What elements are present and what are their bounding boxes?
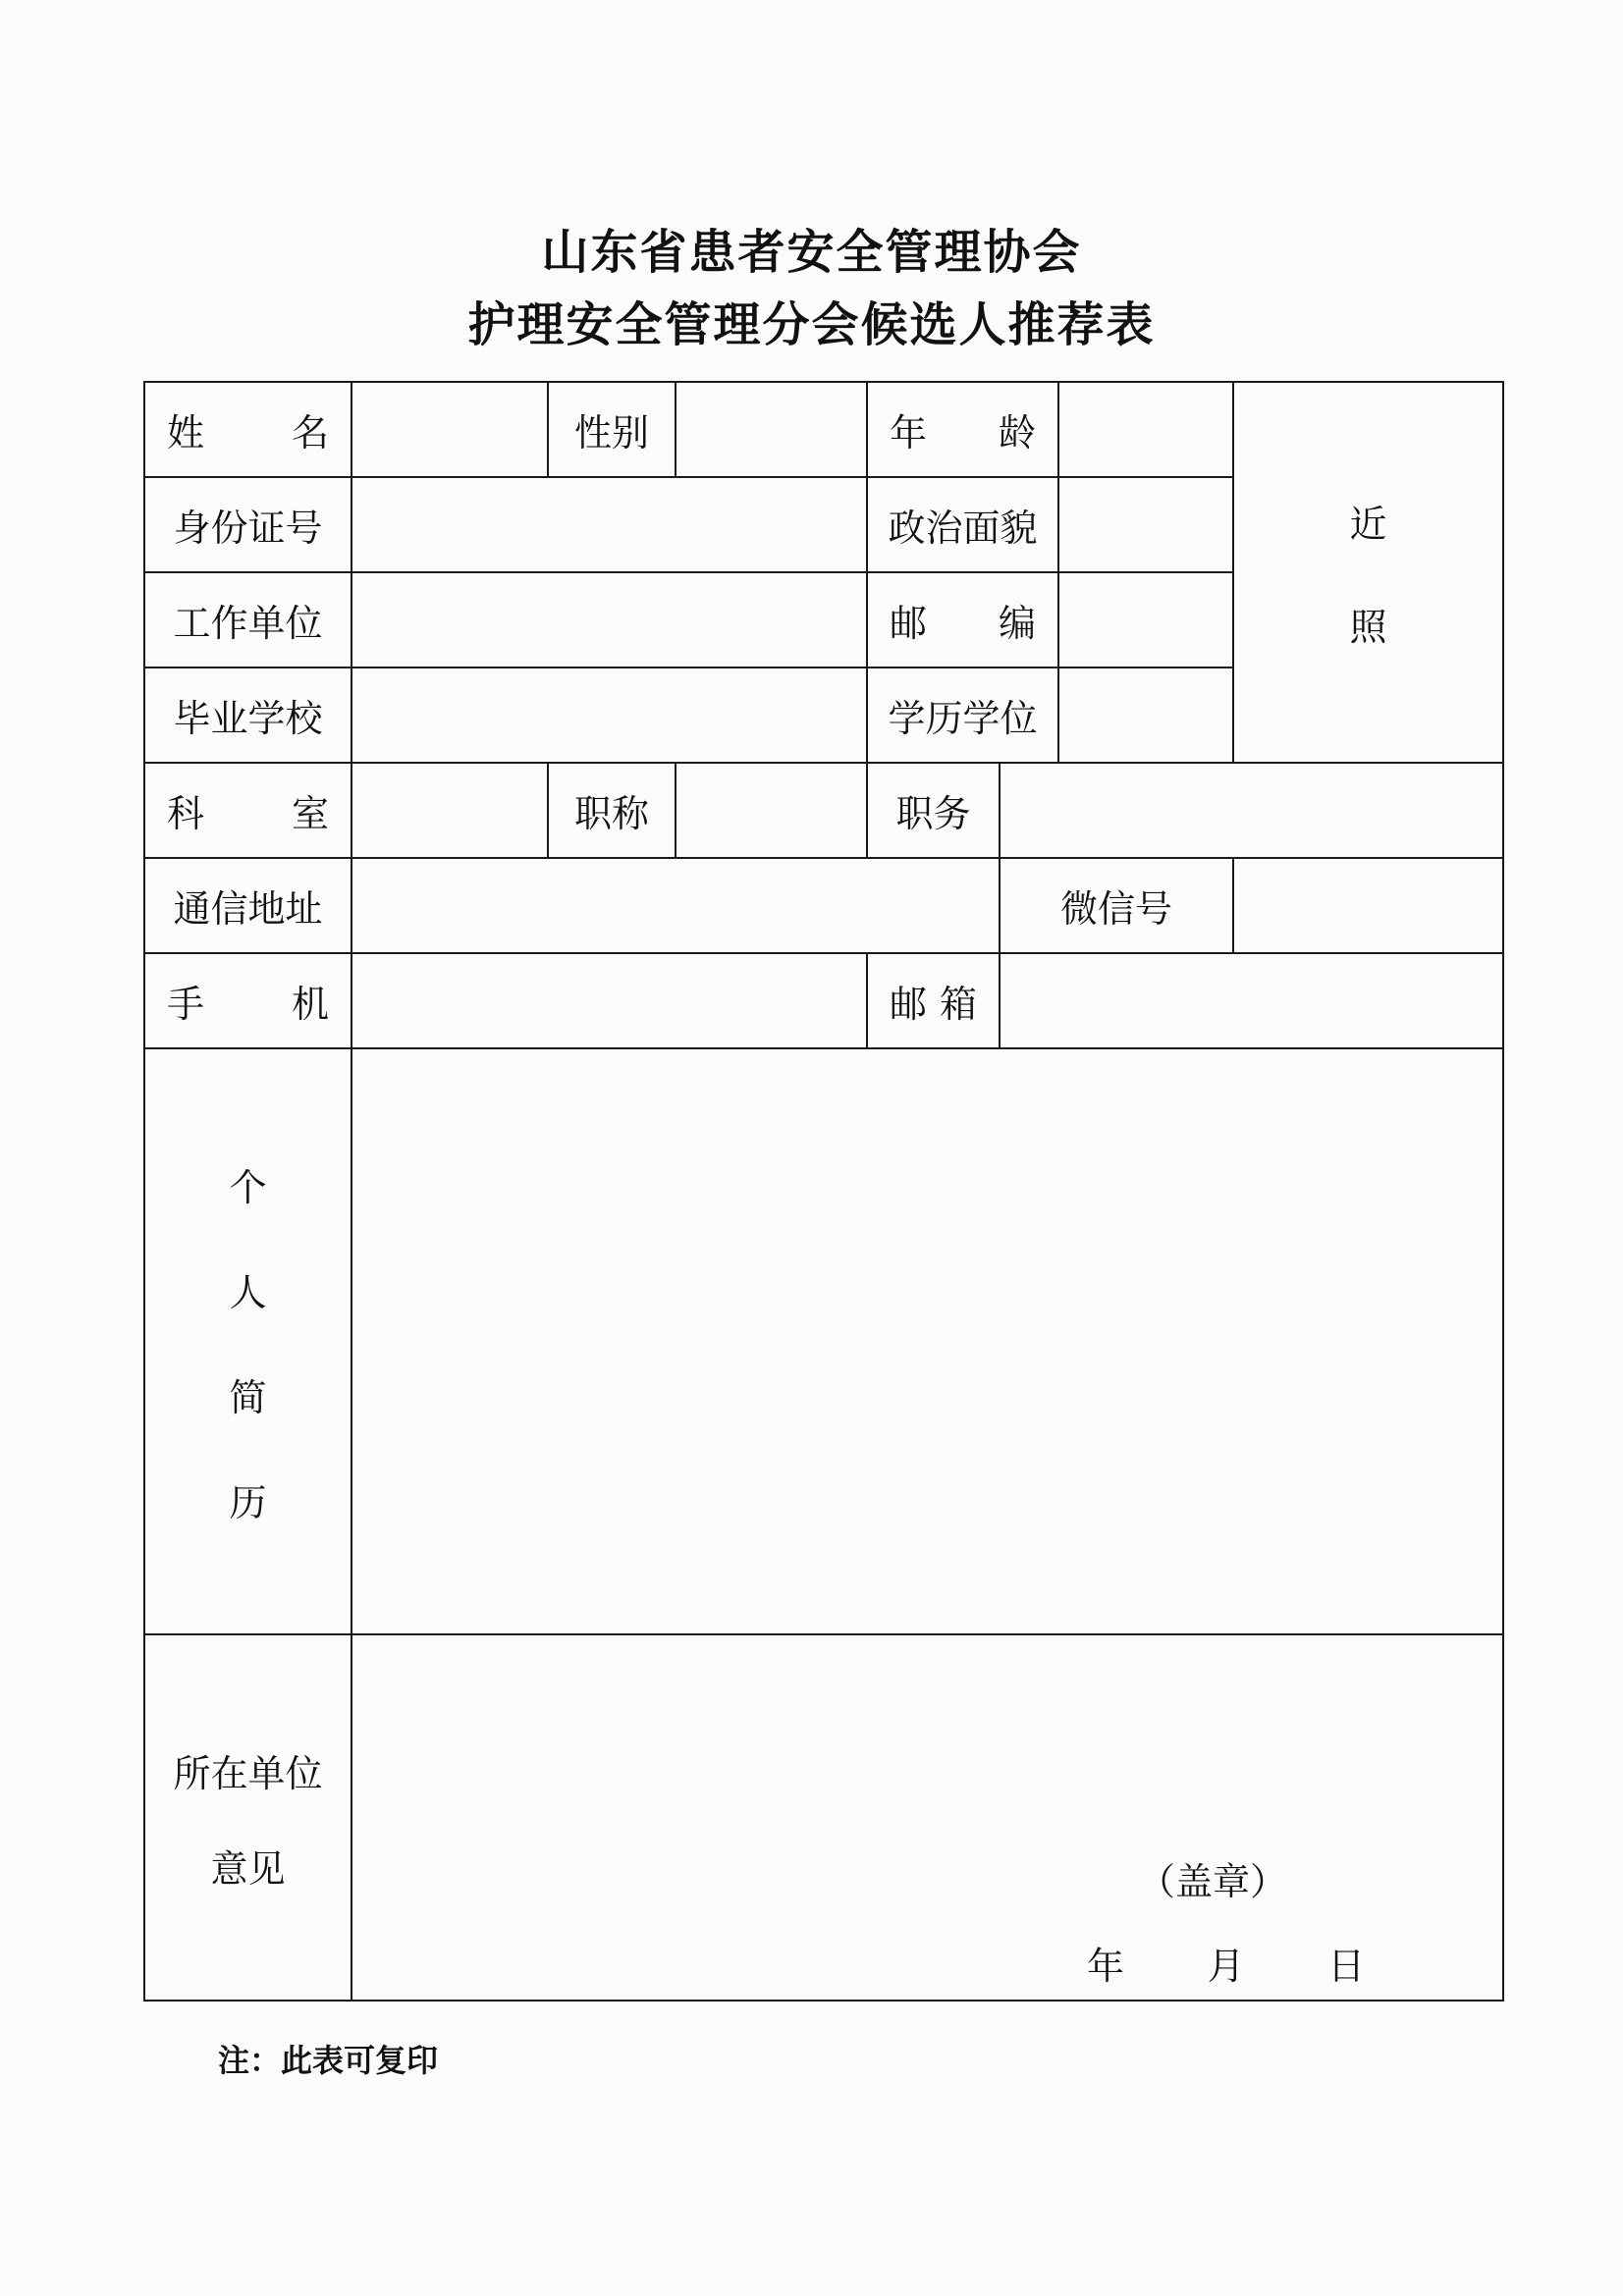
opinion-field[interactable]	[352, 1634, 1503, 2001]
gender-label: 性别	[548, 382, 676, 477]
mobile-field[interactable]	[352, 953, 867, 1048]
name-label: 姓 名	[144, 382, 352, 477]
work-unit-label: 工作单位	[144, 572, 352, 667]
position-field[interactable]	[1000, 763, 1503, 858]
postcode-field[interactable]	[1058, 572, 1233, 667]
email-label: 邮 箱	[867, 953, 1000, 1048]
resume-field[interactable]	[352, 1048, 1503, 1634]
gender-field[interactable]	[676, 382, 867, 477]
wechat-field[interactable]	[1233, 858, 1503, 953]
work-unit-field[interactable]	[352, 572, 867, 667]
resume-label: 个 人 简 历	[144, 1048, 352, 1634]
address-field[interactable]	[352, 858, 1000, 953]
wechat-label: 微信号	[1000, 858, 1233, 953]
age-field[interactable]	[1058, 382, 1233, 477]
position-label: 职务	[867, 763, 1000, 858]
form-title-line1: 山东省患者安全管理协会	[541, 225, 1082, 280]
age-label: 年 龄	[867, 382, 1058, 477]
postcode-label: 邮 编	[867, 572, 1058, 667]
date-line: 年 月 日	[1087, 1945, 1366, 1988]
name-field[interactable]	[352, 382, 548, 477]
recommendation-form	[143, 381, 1504, 2002]
political-status-field[interactable]	[1058, 477, 1233, 572]
id-number-field[interactable]	[352, 477, 867, 572]
address-label: 通信地址	[144, 858, 352, 953]
degree-field[interactable]	[1058, 667, 1233, 763]
email-field[interactable]	[1000, 953, 1503, 1048]
department-label: 科 室	[144, 763, 352, 858]
id-number-label: 身份证号	[144, 477, 352, 572]
title-rank-label: 职称	[548, 763, 676, 858]
footnote: 注：此表可复印	[218, 2042, 439, 2079]
degree-label: 学历学位	[867, 667, 1058, 763]
department-field[interactable]	[352, 763, 548, 858]
photo-box[interactable]: 近 照	[1233, 382, 1503, 763]
political-status-label: 政治面貌	[867, 477, 1058, 572]
opinion-label: 所在单位 意见	[144, 1634, 352, 2001]
form-title-line2: 护理安全管理分会候选人推荐表	[467, 297, 1156, 352]
school-field[interactable]	[352, 667, 867, 763]
mobile-label: 手 机	[144, 953, 352, 1048]
title-rank-field[interactable]	[676, 763, 867, 858]
seal-text: （盖章）	[1138, 1860, 1288, 1903]
school-label: 毕业学校	[144, 667, 352, 763]
